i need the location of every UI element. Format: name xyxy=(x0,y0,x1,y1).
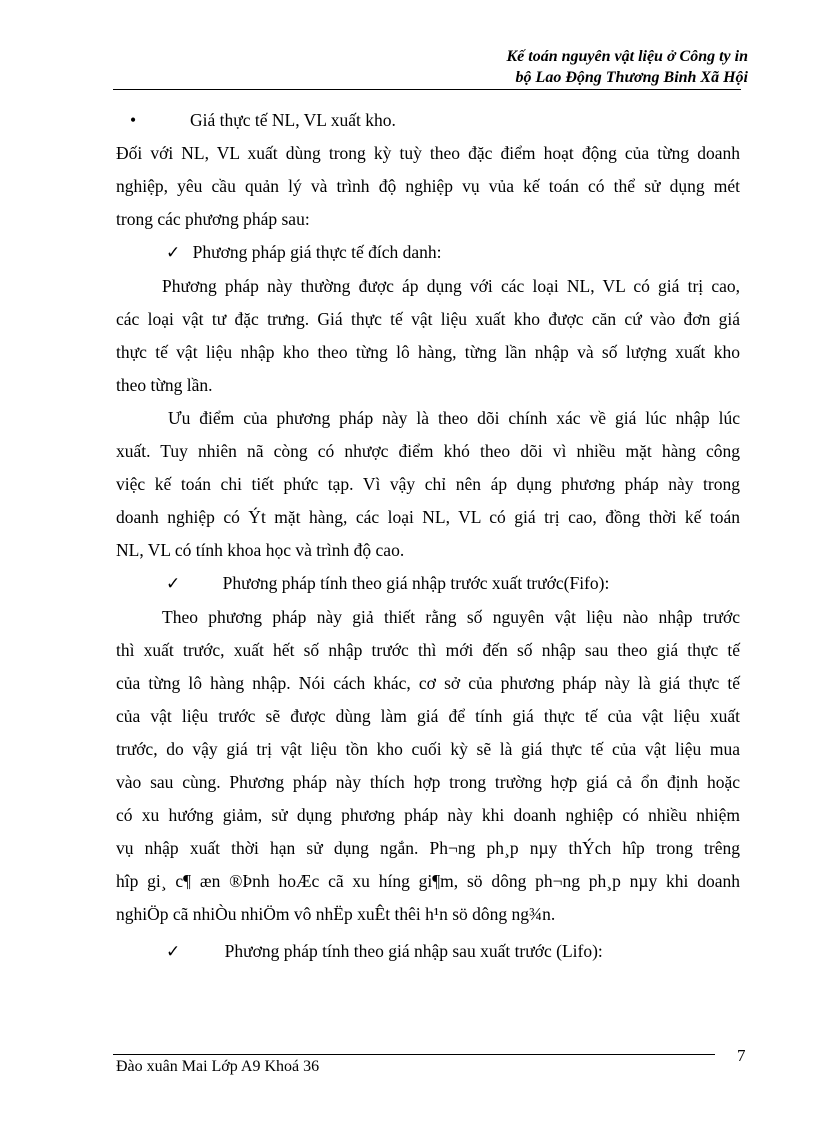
bullet-icon: • xyxy=(130,110,137,130)
check-heading-1 xyxy=(116,236,740,270)
p4-line-6: vào sau cùng. Phương pháp này thích hợp trong trường hợp giá cả ổn định hoặc xyxy=(116,772,740,792)
header-line-2: bộ Lao Động Thương Binh Xã Hội xyxy=(515,69,748,86)
p3-line-3: việc kế toán chi tiết phức tạp. Vì vậy chỉ nên áp dụng phương pháp này trong xyxy=(116,474,740,494)
p2-line-3: thực tế vật liệu nhập kho theo từng lô hàng, từng lần nhập và số lượng xuất kho xyxy=(116,342,740,362)
header-line-1: Kế toán nguyên vật liệu ở Công ty in xyxy=(506,48,748,65)
p3-line-2: xuất. Tuy nhiên nã còng có nhược điểm khó theo dõi vì nhiều mặt hàng công xyxy=(116,441,740,461)
p2-line-1: Phương pháp này thường được áp dụng với các loại NL, VL có giá trị cao, xyxy=(162,276,740,296)
check-heading-1-text: Phương pháp giá thực tế đích danh: xyxy=(192,242,442,262)
p1-line-2: nghiệp, yêu cầu quản lý và trình độ nghiệp vụ vủa kế toán có thể sử dụng mét xyxy=(116,176,740,196)
footer-author: Đào xuân Mai Lớp A9 Khoá 36 xyxy=(116,1058,320,1075)
bullet-heading-text: Giá thực tế NL, VL xuất kho. xyxy=(190,110,396,130)
p4-line-4: của vật liệu trước sẽ được dùng làm giá để tính giá thực tế của vật liệu xuất xyxy=(116,706,740,726)
p4-line-10: nghiÖp cã nhiÒu nhiÖm vô nhËp xuÊt thêi h¹n sö dông ng¾n. xyxy=(116,904,556,924)
p4-line-7: có xu hướng giảm, sử dụng phương pháp này khi doanh nghiệp có nhiều nhiệm xyxy=(116,805,740,825)
p4-line-3: của từng lô hàng nhập. Nói cách khác, cơ sở của phương pháp này là giá thực tế xyxy=(116,673,740,693)
p4-line-9: hîp gi¸ c¶ æn ®Þnh hoÆc cã xu híng gi¶m, sö dông ph¬ng ph¸p nµy khi doanh xyxy=(116,871,740,891)
check-heading-3 xyxy=(116,935,740,969)
p2-line-2: các loại vật tư đặc trưng. Giá thực tế vật liệu xuất kho được căn cứ vào đơn giá xyxy=(116,309,740,329)
p1-line-1: Đối với NL, VL xuất dùng trong kỳ tuỳ theo đặc điểm hoạt động của từng doanh xyxy=(116,143,740,163)
p3-line-1: Ưu điểm của phương pháp này là theo dõi chính xác về giá lúc nhập lúc xyxy=(168,408,740,428)
page-body xyxy=(116,104,740,969)
header-divider xyxy=(113,89,741,90)
p1-line-3: trong các phương pháp sau: xyxy=(116,209,310,229)
p4-line-1: Theo phương pháp này giả thiết rằng số nguyên vật liệu nào nhập trước xyxy=(162,607,740,627)
page-number: 7 xyxy=(737,1046,746,1065)
checkmark-icon: ✓ xyxy=(166,942,181,962)
check-heading-2-text: Phương pháp tính theo giá nhập trước xuất trước(Fifo): xyxy=(222,573,610,593)
p4-line-8: vụ nhập xuất thời hạn sử dụng ngắn. Ph¬ng ph¸p nµy thÝch hîp trong trêng xyxy=(116,838,740,858)
footer-divider xyxy=(113,1054,715,1055)
running-header xyxy=(507,46,749,88)
p4-line-5: trước, do vậy giá trị vật liệu tồn kho cuối kỳ sẽ là giá thực tế của vật liệu mua xyxy=(116,739,740,759)
p3-line-4: doanh nghiệp có Ýt mặt hàng, các loại NL, VL có giá trị cao, đồng thời kế toán xyxy=(116,507,740,527)
checkmark-icon: ✓ xyxy=(166,243,181,263)
p2-line-4: theo từng lần. xyxy=(116,375,213,395)
p3-line-5: NL, VL có tính khoa học và trình độ cao. xyxy=(116,540,405,560)
checkmark-icon: ✓ xyxy=(166,574,181,594)
check-heading-3-text: Phương pháp tính theo giá nhập sau xuất trước (Lifo): xyxy=(224,941,603,961)
check-heading-2 xyxy=(116,567,740,601)
bullet-heading xyxy=(116,104,740,137)
p4-line-2: thì xuất trước, xuất hết số nhập trước thì mới đến số nhập sau theo giá thực tế xyxy=(116,640,740,660)
